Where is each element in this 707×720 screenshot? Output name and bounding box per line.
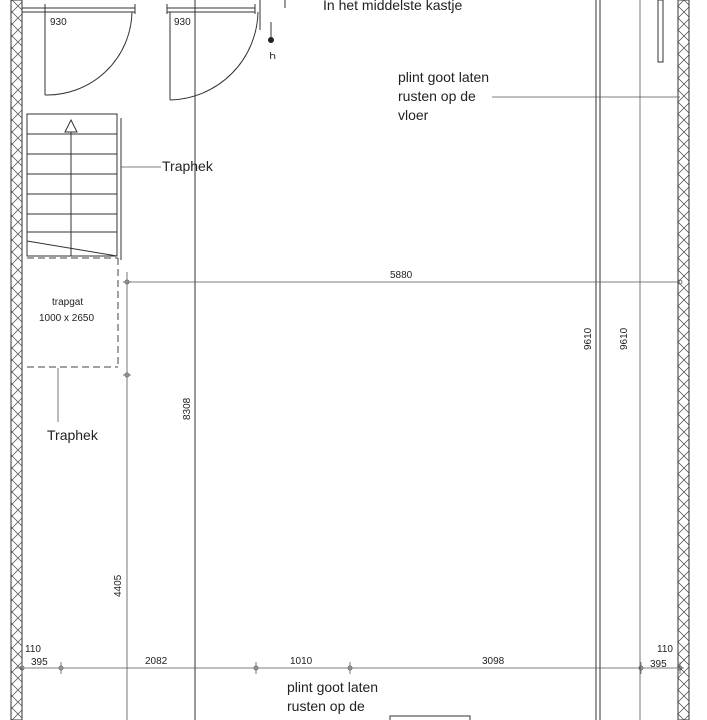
note-top-cut: In het middelste kastje (323, 0, 463, 13)
dim-110-left: 110 (25, 644, 41, 655)
dim-2082: 2082 (145, 656, 168, 667)
dim-9610-b: 9610 (619, 327, 630, 350)
traphek-label-bottom: Traphek (47, 427, 98, 443)
right-wall-hatch (678, 0, 689, 720)
traphek-label-right: Traphek (162, 158, 213, 174)
note-gutter-bottom-1: plint goot laten (287, 679, 379, 695)
dim-9610-a: 9610 (583, 327, 594, 350)
dim-1010: 1010 (290, 656, 313, 667)
dim-110-right: 110 (657, 644, 673, 655)
note-gutter-bottom-leader (390, 716, 470, 720)
dim-395-right: 395 (650, 659, 667, 670)
staircase (27, 114, 121, 260)
left-wall-hatch (11, 0, 22, 720)
cabinet-mark (658, 0, 663, 62)
note-gutter-bottom-2: rusten op de (287, 698, 365, 714)
socket-dot (268, 37, 274, 43)
dim-4405: 4405 (113, 574, 124, 597)
note-gutter-top-3: vloer (398, 107, 429, 123)
stairwell-size: 1000 x 2650 (39, 313, 95, 324)
note-gutter-top-1: plint goot laten (398, 69, 490, 85)
dim-8308: 8308 (182, 397, 193, 420)
top-wall (22, 4, 255, 14)
dim-3098: 3098 (482, 656, 505, 667)
note-gutter-top-2: rusten op de (398, 88, 476, 104)
door-right-dim: 930 (174, 17, 191, 28)
door-left-dim: 930 (50, 17, 67, 28)
dim-395-left: 395 (31, 657, 48, 668)
stairwell-label: trapgat (52, 297, 84, 308)
dim-5880: 5880 (390, 270, 413, 281)
socket-symbol: Ч (269, 49, 276, 60)
